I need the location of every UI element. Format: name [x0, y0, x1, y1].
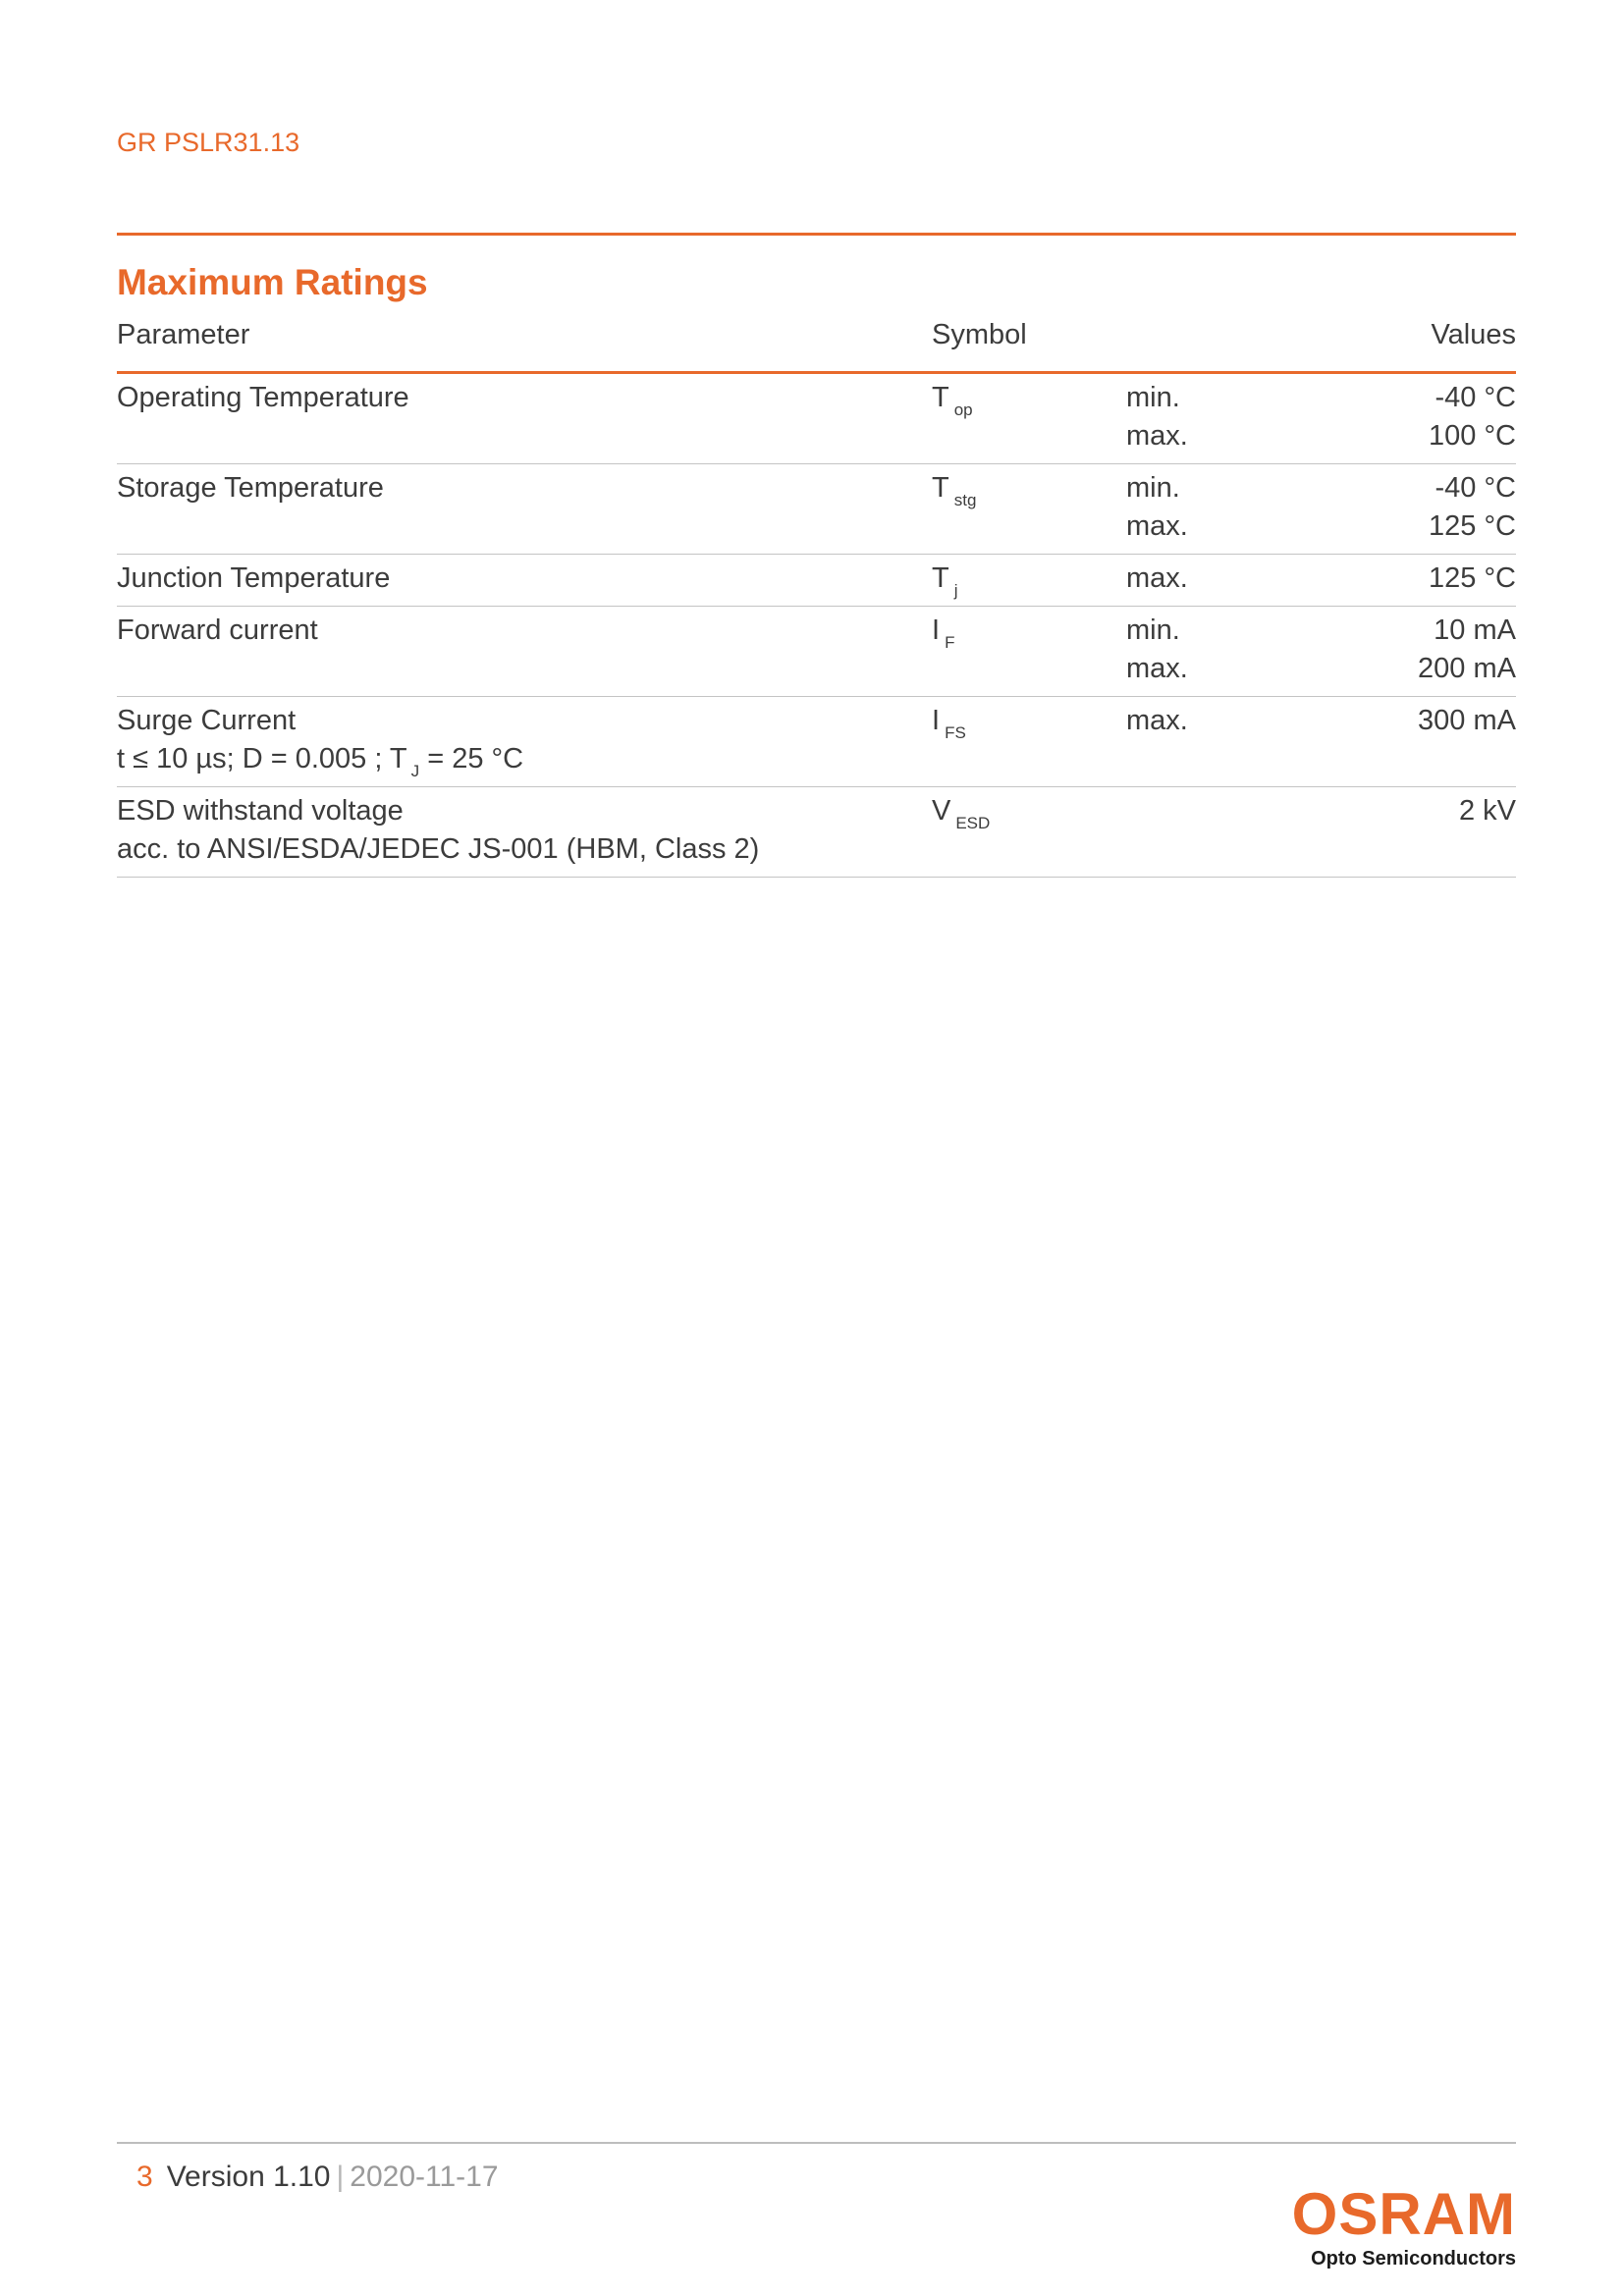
symbol-cell	[932, 560, 958, 610]
footer-separator: |	[336, 2161, 345, 2193]
symbol-cell	[932, 612, 954, 662]
header-parameter: Parameter	[117, 319, 250, 350]
value: 2 kV	[1458, 795, 1516, 827]
param-text: acc. to ANSI/ESDA/JEDEC JS-001 (HBM, Class 2)	[117, 833, 760, 865]
symbol-subscript: F	[945, 633, 955, 652]
logo-wordmark: OSRAM	[1291, 2181, 1516, 2247]
symbol: I	[932, 614, 941, 646]
footer	[136, 2161, 499, 2194]
limit-label: max.	[1126, 705, 1188, 736]
param-cell	[117, 702, 523, 790]
param-cell	[117, 612, 318, 650]
symbol-subscript: ESD	[955, 814, 991, 832]
value: 10 mA	[1434, 614, 1516, 646]
param-text: Storage Temperature	[117, 472, 384, 504]
value: -40 °C	[1435, 472, 1516, 504]
condition-subscript: J	[410, 762, 420, 780]
value-cell	[1418, 612, 1516, 688]
symbol-subscript: j	[953, 581, 958, 600]
limit-label: max.	[1126, 562, 1188, 594]
symbol-subscript: FS	[945, 723, 966, 742]
footer-rule	[117, 2142, 1516, 2144]
symbol-cell	[932, 702, 966, 752]
limit-label: max.	[1126, 420, 1188, 452]
symbol: T	[932, 382, 949, 413]
value: -40 °C	[1435, 382, 1516, 413]
page-number: 3	[136, 2161, 153, 2193]
symbol-subscript: op	[953, 400, 973, 419]
date: 2020-11-17	[350, 2161, 499, 2193]
limit-cell	[1126, 379, 1188, 455]
symbol-cell	[932, 469, 976, 519]
value-cell	[1459, 792, 1516, 830]
header-values: Values	[1431, 319, 1516, 350]
value-cell	[1429, 469, 1516, 546]
table-row	[117, 697, 1516, 787]
limit-cell	[1126, 612, 1188, 688]
limit-label: max.	[1126, 510, 1188, 542]
top-rule	[117, 233, 1516, 236]
value: 125 °C	[1429, 510, 1516, 542]
param-cell	[117, 560, 390, 598]
limit-label: min.	[1126, 382, 1180, 413]
table-header	[117, 312, 1516, 374]
document-id: GR PSLR31.13	[117, 128, 300, 157]
version: Version 1.10	[166, 2161, 331, 2193]
symbol-subscript: stg	[953, 491, 977, 509]
param-text: ESD withstand voltage	[117, 795, 404, 827]
symbol: T	[932, 562, 949, 594]
param-text: Junction Temperature	[117, 562, 391, 594]
param-cell	[117, 792, 759, 869]
param-text: Surge Current	[117, 705, 297, 736]
value-cell	[1418, 702, 1516, 740]
limit-cell	[1126, 560, 1188, 598]
value: 125 °C	[1429, 562, 1516, 594]
symbol: I	[932, 705, 941, 736]
table-row	[117, 787, 1516, 878]
limit-label: max.	[1126, 653, 1188, 684]
table-row	[117, 464, 1516, 555]
value-cell	[1429, 560, 1516, 598]
condition-post: = 25 °C	[419, 743, 524, 774]
param-text: Operating Temperature	[117, 382, 409, 413]
limit-label: min.	[1126, 614, 1180, 646]
table-row	[117, 607, 1516, 697]
ratings-table	[117, 312, 1516, 878]
param-text: Forward current	[117, 614, 318, 646]
symbol-cell	[932, 792, 990, 842]
condition-pre: t ≤ 10 µs; D = 0.005 ; T	[117, 743, 407, 774]
symbol-cell	[932, 379, 973, 429]
value: 100 °C	[1429, 420, 1516, 452]
limit-cell	[1126, 469, 1188, 546]
section-title: Maximum Ratings	[117, 262, 428, 302]
condition-text	[117, 740, 523, 790]
table-row	[117, 374, 1516, 464]
symbol: T	[932, 472, 949, 504]
limit-cell	[1126, 702, 1188, 740]
value: 200 mA	[1418, 653, 1516, 684]
symbol: V	[932, 795, 951, 827]
param-cell	[117, 469, 384, 507]
limit-label: min.	[1126, 472, 1180, 504]
value-cell	[1429, 379, 1516, 455]
value: 300 mA	[1418, 705, 1516, 736]
table-row	[117, 555, 1516, 607]
logo-tagline: Opto Semiconductors	[1311, 2248, 1516, 2269]
header-symbol: Symbol	[932, 319, 1027, 350]
param-cell	[117, 379, 409, 417]
osram-logo	[1291, 2181, 1516, 2270]
